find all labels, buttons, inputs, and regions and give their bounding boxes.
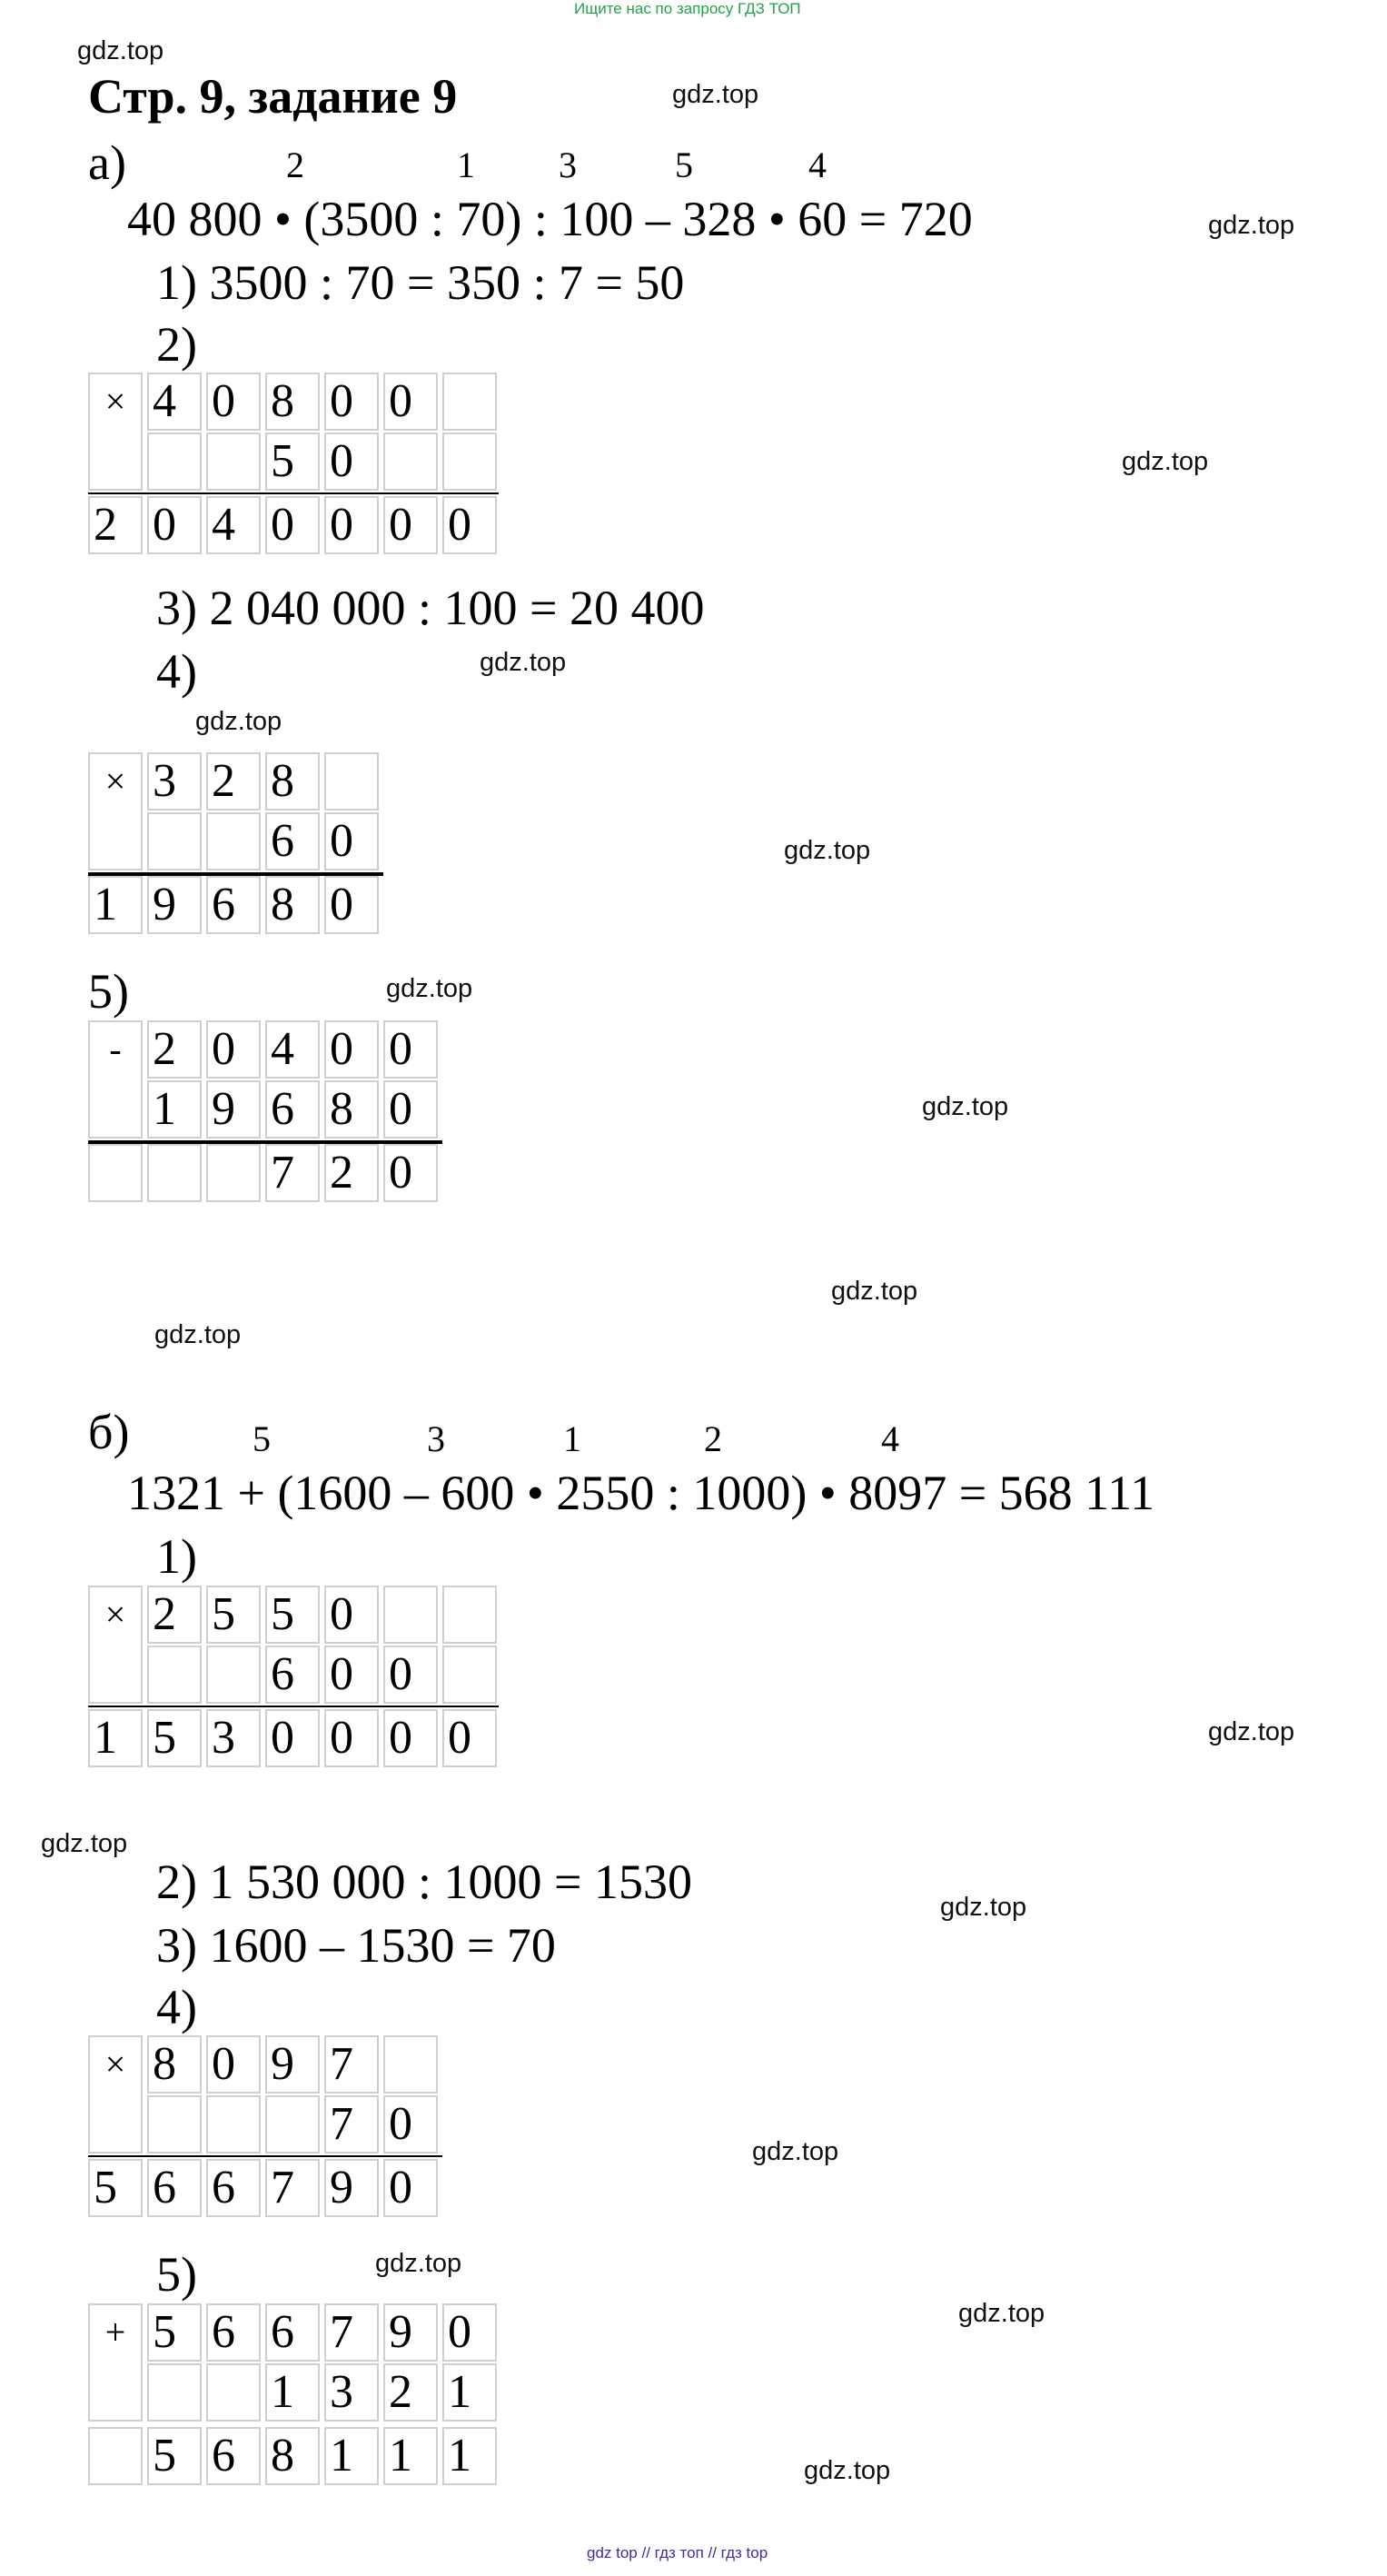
grid-cell	[383, 1586, 438, 1644]
order-number: 4	[881, 1418, 899, 1459]
part-a-step-1: 1) 3500 : 70 = 350 : 7 = 50	[156, 255, 685, 310]
part-b-step-1-label: 1)	[156, 1529, 197, 1584]
grid-cell: 7	[324, 2035, 379, 2094]
grid-cell: 9	[265, 2035, 320, 2094]
grid-cell: 8	[265, 373, 320, 431]
grid-cell: 9	[383, 2303, 438, 2362]
grid-cell: 0	[324, 1586, 379, 1644]
grid-cell	[383, 433, 438, 491]
grid-cell: 0	[383, 1709, 438, 1767]
grid-cell: 0	[324, 1646, 379, 1704]
grid-cell	[147, 2363, 202, 2422]
grid-cell	[206, 2363, 261, 2422]
part-b-expression: 1321 + (1600 – 600 • 2550 : 1000) • 8097 = 568 111	[127, 1466, 1155, 1520]
grid-cell: 1	[442, 2363, 497, 2422]
grid-cell: 1	[383, 2427, 438, 2485]
grid-cell: 5	[265, 1586, 320, 1644]
grid-cell: 6	[265, 1080, 320, 1139]
part-b-step-2: 2) 1 530 000 : 1000 = 1530	[156, 1855, 692, 1909]
grid-cell	[206, 2095, 261, 2153]
grid-cell: 2	[147, 1020, 202, 1079]
watermark: gdz.top	[1208, 1717, 1295, 1746]
grid-cell: 4	[147, 373, 202, 431]
part-b-label: б)	[88, 1405, 130, 1459]
grid-cell: 0	[324, 812, 379, 870]
grid-cell: 6	[206, 2159, 261, 2217]
grid-cell: 2	[88, 496, 143, 554]
multiply-sign: ×	[88, 2035, 143, 2153]
grid-cell: 0	[442, 1709, 497, 1767]
grid-cell: 4	[265, 1020, 320, 1079]
grid-cell: 8	[265, 2427, 320, 2485]
multiply-sign: ×	[88, 373, 143, 491]
watermark: gdz.top	[804, 2456, 891, 2485]
footer-note: gdz top // гдз топ // гдз top	[587, 2544, 768, 2561]
part-a-label: а)	[88, 135, 126, 190]
grid-cell: 5	[147, 1709, 202, 1767]
grid-cell: 0	[383, 2159, 438, 2217]
grid-cell	[147, 1646, 202, 1704]
grid-cell: 0	[324, 876, 379, 934]
grid-cell	[147, 812, 202, 870]
watermark: gdz.top	[672, 80, 759, 109]
grid-cell: 0	[324, 373, 379, 431]
minus-sign: -	[88, 1020, 143, 1139]
part-b-step-5-label: 5)	[156, 2247, 197, 2302]
grid-cell: 5	[88, 2159, 143, 2217]
grid-cell	[88, 1144, 143, 1202]
grid-cell: 1	[324, 2427, 379, 2485]
part-b-step-4-label: 4)	[156, 1980, 197, 2034]
grid-cell	[206, 812, 261, 870]
grid-cell	[206, 1646, 261, 1704]
grid-cell: 0	[383, 1646, 438, 1704]
grid-cell	[206, 433, 261, 491]
result-line	[88, 492, 499, 494]
grid-cell: 2	[383, 2363, 438, 2422]
page-title: Стр. 9, задание 9	[88, 69, 458, 124]
grid-cell: 5	[265, 433, 320, 491]
part-a-expression: 40 800 • (3500 : 70) : 100 – 328 • 60 = 720	[127, 192, 973, 246]
result-line	[88, 1706, 499, 1707]
grid-cell: 6	[265, 2303, 320, 2362]
grid-cell	[206, 1144, 261, 1202]
grid-cell: 1	[88, 876, 143, 934]
grid-cell: 0	[383, 1080, 438, 1139]
part-a-step-2-label: 2)	[156, 317, 197, 372]
grid-cell: 0	[147, 496, 202, 554]
watermark: gdz.top	[940, 1893, 1027, 1922]
grid-cell: 6	[206, 2427, 261, 2485]
grid-cell: 0	[383, 1144, 438, 1202]
grid-cell	[383, 2035, 438, 2094]
grid-cell: 8	[324, 1080, 379, 1139]
part-a-step-3: 3) 2 040 000 : 100 = 20 400	[156, 581, 705, 635]
grid-cell	[147, 1144, 202, 1202]
watermark: gdz.top	[1208, 211, 1295, 240]
grid-cell: 6	[265, 1646, 320, 1704]
grid-cell: 9	[324, 2159, 379, 2217]
grid-cell: 0	[265, 496, 320, 554]
watermark: gdz.top	[752, 2137, 839, 2166]
grid-cell: 6	[206, 876, 261, 934]
grid-cell: 3	[324, 2363, 379, 2422]
grid-cell	[324, 752, 379, 811]
grid-cell: 0	[265, 1709, 320, 1767]
grid-cell: 0	[383, 373, 438, 431]
order-number: 2	[704, 1418, 722, 1459]
watermark: gdz.top	[154, 1320, 242, 1349]
order-number: 1	[457, 144, 475, 185]
watermark: gdz.top	[77, 36, 164, 65]
grid-cell: 3	[147, 752, 202, 811]
watermark: gdz.top	[375, 2249, 462, 2278]
grid-cell: 2	[324, 1144, 379, 1202]
grid-cell	[88, 2427, 143, 2485]
part-b-step-3: 3) 1600 – 1530 = 70	[156, 1918, 556, 1973]
watermark: gdz.top	[41, 1829, 128, 1858]
grid-cell	[442, 433, 497, 491]
result-line	[88, 2155, 442, 2157]
grid-cell: 0	[206, 1020, 261, 1079]
multiply-sign: ×	[88, 752, 143, 870]
grid-cell: 6	[206, 2303, 261, 2362]
grid-cell: 0	[206, 373, 261, 431]
watermark: gdz.top	[922, 1092, 1009, 1121]
grid-cell	[265, 2095, 320, 2153]
plus-sign: +	[88, 2303, 143, 2422]
grid-cell: 8	[265, 752, 320, 811]
watermark: gdz.top	[784, 836, 871, 865]
grid-cell	[147, 433, 202, 491]
grid-cell: 9	[147, 876, 202, 934]
grid-cell: 6	[147, 2159, 202, 2217]
grid-cell: 6	[265, 812, 320, 870]
grid-cell: 5	[147, 2427, 202, 2485]
grid-cell: 0	[383, 1020, 438, 1079]
grid-cell: 0	[442, 2303, 497, 2362]
order-number: 3	[427, 1418, 445, 1459]
grid-cell: 0	[324, 433, 379, 491]
watermark: gdz.top	[958, 2299, 1045, 2328]
grid-cell: 5	[147, 2303, 202, 2362]
grid-cell: 0	[442, 496, 497, 554]
grid-cell: 0	[324, 496, 379, 554]
order-number: 4	[808, 144, 827, 185]
grid-cell: 1	[147, 1080, 202, 1139]
header-note: Ищите нас по запросу ГДЗ ТОП	[574, 0, 801, 17]
order-number: 2	[286, 144, 304, 185]
grid-cell: 7	[324, 2095, 379, 2153]
grid-cell: 5	[206, 1586, 261, 1644]
grid-cell	[442, 1586, 497, 1644]
multiply-sign: ×	[88, 1586, 143, 1704]
grid-cell: 2	[147, 1586, 202, 1644]
part-a-step-4-label: 4)	[156, 644, 197, 699]
grid-cell: 4	[206, 496, 261, 554]
grid-cell: 0	[383, 2095, 438, 2153]
order-number: 5	[253, 1418, 271, 1459]
grid-cell: 8	[147, 2035, 202, 2094]
grid-cell: 0	[383, 496, 438, 554]
watermark: gdz.top	[195, 707, 282, 736]
part-a-step-5-label: 5)	[88, 964, 129, 1019]
grid-cell	[442, 373, 497, 431]
grid-cell	[147, 2095, 202, 2153]
order-number: 3	[559, 144, 577, 185]
grid-cell: 7	[265, 1144, 320, 1202]
grid-cell: 1	[265, 2363, 320, 2422]
grid-cell: 1	[442, 2427, 497, 2485]
grid-cell: 7	[265, 2159, 320, 2217]
grid-cell: 8	[265, 876, 320, 934]
order-number: 1	[563, 1418, 581, 1459]
grid-cell: 7	[324, 2303, 379, 2362]
grid-cell: 0	[324, 1709, 379, 1767]
order-number: 5	[675, 144, 693, 185]
grid-cell: 1	[88, 1709, 143, 1767]
grid-cell: 2	[206, 752, 261, 811]
watermark: gdz.top	[480, 648, 567, 677]
grid-cell: 3	[206, 1709, 261, 1767]
grid-cell: 0	[206, 2035, 261, 2094]
grid-cell: 0	[324, 1020, 379, 1079]
grid-cell: 9	[206, 1080, 261, 1139]
watermark: gdz.top	[386, 974, 473, 1003]
watermark: gdz.top	[1122, 447, 1209, 476]
watermark: gdz.top	[831, 1277, 918, 1306]
grid-cell	[442, 1646, 497, 1704]
